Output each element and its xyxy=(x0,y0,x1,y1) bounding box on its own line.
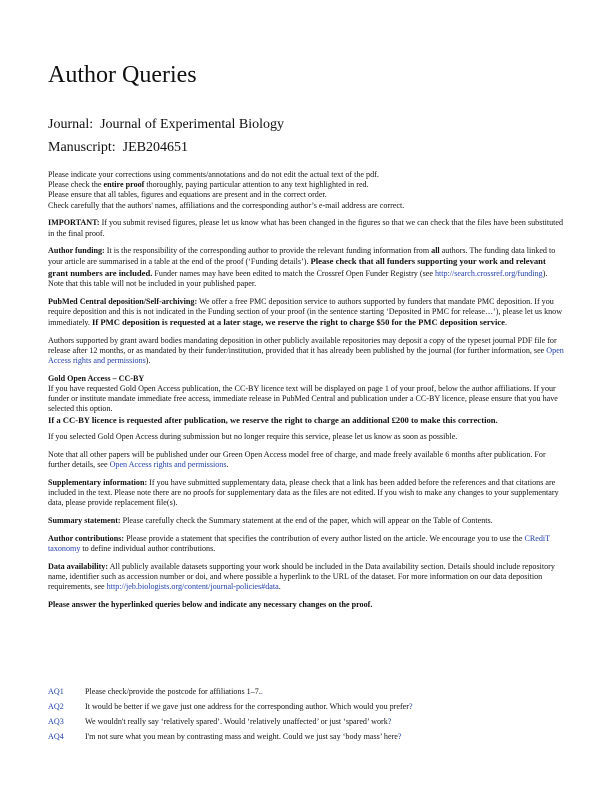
gold-oa-heading: Gold Open Access – CC-BY xyxy=(48,373,145,383)
query-text: Please check/provide the postcode for affiliations 1–7.. xyxy=(85,687,263,696)
query-link[interactable]: AQ2 xyxy=(48,702,64,711)
funding-paragraph: Author funding: It is the responsibility of the corresponding author to provide the relevant funding information from all authors. The funding data linked to your article are summarised in a table at the end of the proof (‘Funding details’). Please check that all funders supporting your work and relevant grant numbers are included. Funder names may have been edited to match the Crossref Open Funder Registry (see http://search.crossref.org/funding). Note that this table will not be included in your published paper. xyxy=(48,246,556,288)
gold-oa-paragraph: Gold Open Access – CC-BY If you have requested Gold Open Access publication, the CC-BY licence text will be displayed on page 1 of your proof, below the author affiliations. If your funder or institute mandate immediate free access, immediate release in PubMed Central and publication under a CC-BY licence, please ensure that you have selected this option. If a CC-BY licence is requested after publication, we reserve the right to charge an additional £200 to make this correction. xyxy=(48,374,564,425)
query-text: It would be better if we gave just one address for the corresponding author. Which would you prefer? xyxy=(85,702,413,711)
credit-taxonomy-link[interactable]: CRediT taxonomy xyxy=(48,533,550,553)
grant-paragraph: Authors supported by grant award bodies mandating deposition in other publicly available repositories may deposit a copy of the typeset journal PDF file for release after 12 months, or as mandated by their funder/institution, provided that it has already been published by the journal (for further information, see Open Access rights and permissions). xyxy=(48,335,564,366)
answer-instruction: Please answer the hyperlinked queries below and indicate any necessary changes on the proof. xyxy=(48,599,373,609)
manuscript-id: JEB204651 xyxy=(122,140,188,155)
queries-list xyxy=(48,684,564,744)
data-availability-paragraph: Data availability: All publicly available datasets supporting your work should be included in the Data availability section. Details should include repository name, identifier such as accession number or doi, and where possible a hyperlink to the URL of the dataset. For more information on our data deposition requirements, see http://jeb.biologists.org/content/journal-policies#data. xyxy=(48,561,555,591)
instructions-body xyxy=(48,170,564,617)
open-access-rights-link[interactable]: Open Access rights and permissions xyxy=(48,345,564,366)
query-text: I'm not sure what you mean by contrasting mass and weight. Could we just say ‘body mass’ here? xyxy=(85,732,402,741)
green-oa-paragraph: Note that all other papers will be published under our Green Open Access model free of charge, and made freely available 6 months after publication. For further details, see Open Access rights and permissions. xyxy=(48,449,546,470)
contributions-paragraph: Author contributions: Please provide a statement that specifies the contribution of every author listed on the article. We encourage you to use the CRediT taxonomy to define individual author contributions. xyxy=(48,533,550,553)
query-link[interactable]: AQ4 xyxy=(48,732,64,741)
instruction-line: Please indicate your corrections using comments/annotations and do not edit the actual text of the pdf. xyxy=(48,170,379,179)
query-row xyxy=(48,684,564,699)
query-text: We wouldn't really say ‘relatively spared’. Would ‘relatively unaffected’ or just ‘spared’ work? xyxy=(85,717,392,726)
query-row xyxy=(48,714,564,729)
supplementary-paragraph: Supplementary information: If you have submitted supplementary data, please check that a link has been added before the references and that citations are included in the text. Please note there are no proofs for supplementary data as the files are not edited. If you wish to make any changes to your supplementary data, please provide replacement file(s). xyxy=(48,477,559,508)
gold-oa-charge-note: If a CC-BY licence is requested after publication, we reserve the right to charge an additional £200 to make this correction. xyxy=(48,414,498,425)
page-title: Author Queries xyxy=(48,62,197,88)
query-link[interactable]: AQ3 xyxy=(48,717,64,726)
query-row xyxy=(48,699,564,714)
journal-name: Journal of Experimental Biology xyxy=(100,117,285,132)
journal-line xyxy=(48,117,284,133)
query-row xyxy=(48,729,564,744)
instruction-line: Please check the entire proof thoroughly, paying particular attention to any text highlighted in red. xyxy=(48,180,369,190)
gold-oa-cancel-paragraph: If you selected Gold Open Access during submission but no longer require this service, please let us know as soon as possible. xyxy=(48,432,458,442)
important-paragraph: IMPORTANT: If you submit revised figures, please let us know what has been changed in the figures so that we can check that the files have been substituted in the final proof. xyxy=(48,218,564,238)
instructions-paragraph xyxy=(48,170,564,211)
manuscript-line xyxy=(48,140,188,156)
crossref-funding-link[interactable]: http://search.crossref.org/funding xyxy=(434,268,543,278)
instruction-line: Check carefully that the authors' names, affiliations and the corresponding author’s e-mail address are correct. xyxy=(48,200,405,210)
instruction-line: Please ensure that all tables, figures and equations are present and in the correct order. xyxy=(48,190,327,200)
data-policy-link[interactable]: http://jeb.biologists.org/content/journal-policies#data xyxy=(106,582,279,591)
journal-label: Journal: xyxy=(48,117,94,132)
summary-paragraph: Summary statement: Please carefully check the Summary statement at the end of the paper, which will appear on the Table of Contents. xyxy=(48,515,493,525)
open-access-rights-link[interactable]: Open Access rights and permissions xyxy=(109,460,227,470)
manuscript-label: Manuscript: xyxy=(48,140,116,155)
pmc-paragraph: PubMed Central deposition/Self-archiving: We offer a free PMC deposition service to authors supported by funders that mandate PMC deposition. If you require deposition and this is not indicated in the Funding section of your proof (in the sentence starting ‘Deposited in PMC for release…’), please let us know immediately. If PMC deposition is requested at a later stage, we reserve the right to charge $50 for the PMC deposition service. xyxy=(48,296,563,327)
query-link[interactable]: AQ1 xyxy=(48,687,64,696)
